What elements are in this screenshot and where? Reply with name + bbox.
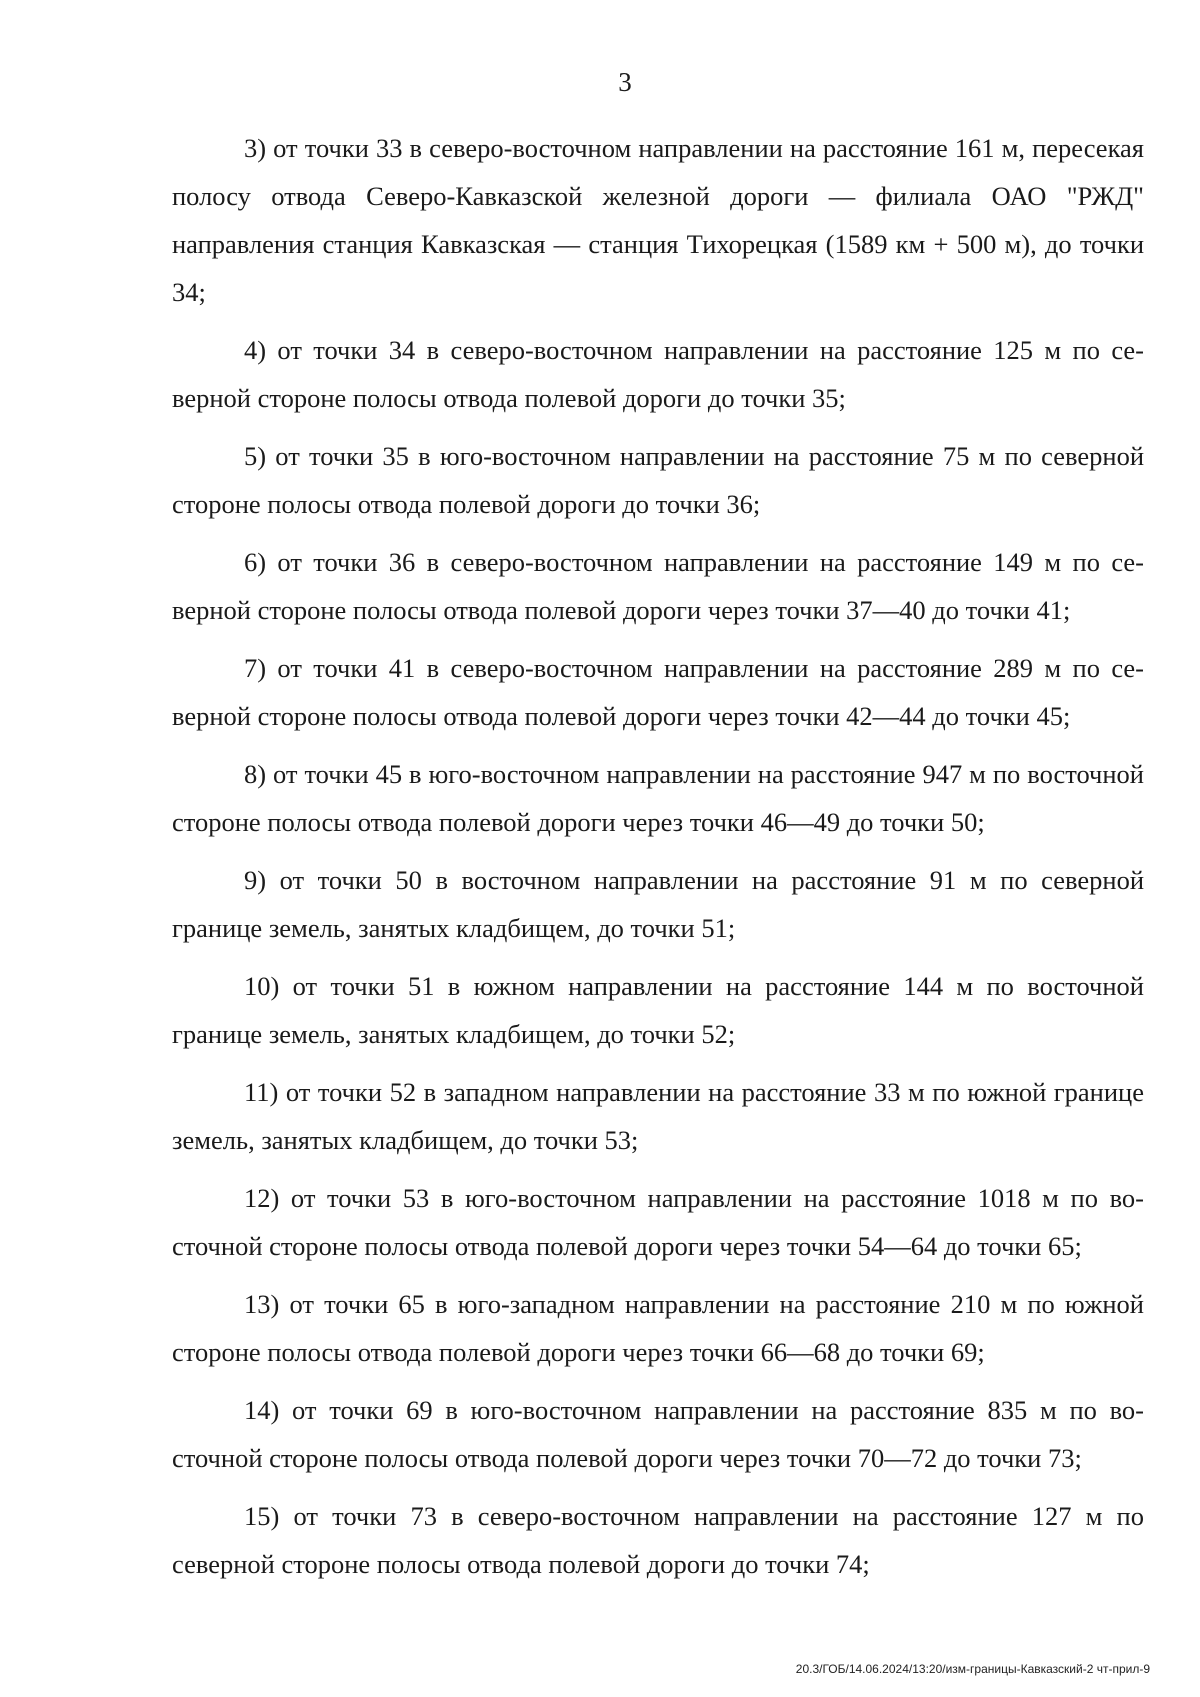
paragraph: 12) от точки 53 в юго-восточном направлении на расстояние 1018 м по восточной стороне полосы отвода полевой дороги через точки 54—64 до точки 65;	[172, 1183, 1144, 1261]
page-number: 3	[618, 67, 632, 97]
paragraph: 3) от точки 33 в северо-восточном направлении на расстояние 161 м, пересекая полосу отвода Северо-Кавказской железной дороги — филиала ОАО "РЖД" направления станция Кавказская — станция Тихорецкая (1589 км + 500 м), до точки 34;	[172, 133, 1144, 307]
paragraph: 14) от точки 69 в юго-восточном направлении на расстояние 835 м по восточной стороне полосы отвода полевой дороги через точки 70—72 до точки 73;	[172, 1395, 1144, 1473]
paragraph: 4) от точки 34 в северо-восточном направлении на расстояние 125 м по северной стороне полосы отвода полевой дороги до точки 35;	[172, 335, 1144, 413]
paragraph: 6) от точки 36 в северо-восточном направлении на расстояние 149 м по северной стороне полосы отвода полевой дороги через точки 37—40 до точки 41;	[172, 547, 1144, 625]
paragraph: 10) от точки 51 в южном направлении на расстояние 144 м по восточной границе земель, занятых кладбищем, до точки 52;	[172, 971, 1144, 1049]
paragraph: 5) от точки 35 в юго-восточном направлении на расстояние 75 м по северной стороне полосы отвода полевой дороги до точки 36;	[172, 441, 1144, 519]
paragraph: 9) от точки 50 в восточном направлении на расстояние 91 м по северной границе земель, занятых кладбищем, до точки 51;	[172, 865, 1144, 943]
paragraph: 7) от точки 41 в северо-восточном направлении на расстояние 289 м по северной стороне полосы отвода полевой дороги через точки 42—44 до точки 45;	[172, 653, 1144, 731]
paragraph: 13) от точки 65 в юго-западном направлении на расстояние 210 м по южной стороне полосы отвода полевой дороги через точки 66—68 до точки 69;	[172, 1289, 1144, 1367]
paragraph: 15) от точки 73 в северо-восточном направлении на расстояние 127 м по северной стороне полосы отвода полевой дороги до точки 74;	[172, 1501, 1144, 1579]
document-footer-id: 20.3/ГОБ/14.06.2024/13:20/изм-границы-Кавказский-2 чт-прил-9	[795, 1662, 1150, 1676]
paragraph: 8) от точки 45 в юго-восточном направлении на расстояние 947 м по восточной стороне полосы отвода полевой дороги через точки 46—49 до точки 50;	[172, 759, 1144, 837]
document-body	[172, 124, 1144, 1598]
paragraph: 11) от точки 52 в западном направлении на расстояние 33 м по южной границе земель, занятых кладбищем, до точки 53;	[172, 1077, 1144, 1155]
